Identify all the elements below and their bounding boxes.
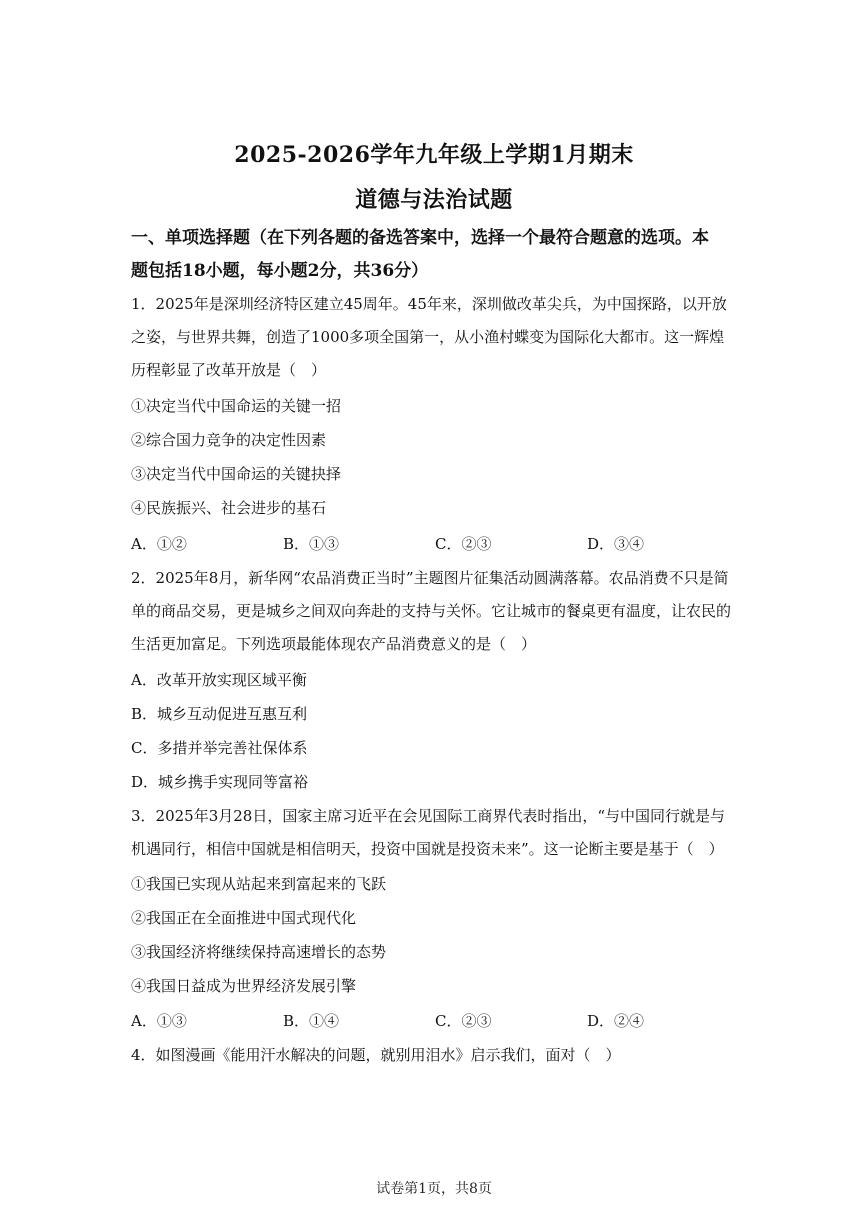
q1-option-b[interactable]: B．①③ [283, 535, 340, 553]
q1-option-d[interactable]: D．③④ [587, 535, 645, 553]
q3-item: ①我国已实现从站起来到富起来的飞跃 [131, 875, 387, 893]
q3-option-d[interactable]: D．②④ [587, 1012, 645, 1030]
q1-option-a[interactable]: A．①② [131, 535, 187, 553]
q2-stem-line: 单的商品交易，更是城乡之间双向奔赴的支持与关怀。它让城市的餐桌更有温度，让农民的 [131, 602, 732, 620]
q1-item: ②综合国力竞争的决定性因素 [131, 431, 327, 449]
q1-stem-line: 之姿，与世界共舞，创造了1000多项全国第一，从小渔村蝶变为国际化大都市。这一辉煌 [131, 328, 725, 346]
section-heading: 一、单项选择题（在下列各题的备选答案中，选择一个最符合题意的选项。本 [131, 228, 709, 248]
q2-stem-line: 2．2025年8月，新华网“农品消费正当时”主题图片征集活动圆满落幕。农品消费不只是简 [131, 569, 729, 587]
q3-option-b[interactable]: B．①④ [283, 1012, 340, 1030]
section-heading-cont: 题包括18小题，每小题2分，共36分） [131, 261, 429, 281]
q2-option-c[interactable]: C．多措并举完善社保体系 [131, 739, 308, 757]
q3-item: ③我国经济将继续保持高速增长的态势 [131, 943, 387, 961]
q1-item: ①决定当代中国命运的关键一招 [131, 397, 342, 415]
exam-title: 2025-2026学年九年级上学期1月期末 [234, 142, 634, 168]
q3-item: ④我国日益成为世界经济发展引擎 [131, 977, 357, 995]
q1-stem-line: 1．2025年是深圳经济特区建立45周年。45年来，深圳做改革尖兵，为中国探路，以开放 [131, 295, 727, 313]
q1-item: ④民族振兴、社会进步的基石 [131, 499, 327, 517]
q3-option-a[interactable]: A．①③ [131, 1012, 187, 1030]
exam-subtitle: 道德与法治试题 [355, 187, 513, 213]
q3-stem-line: 机遇同行，相信中国就是相信明天，投资中国就是投资未来”。这一论断主要是基于（ ） [131, 840, 724, 858]
q1-stem-line: 历程彰显了改革开放是（ ） [131, 361, 327, 379]
page-footer: 试卷第1页，共8页 [376, 1181, 492, 1197]
q3-option-c[interactable]: C．②③ [435, 1012, 492, 1030]
q3-stem-line: 3．2025年3月28日，国家主席习近平在会见国际工商界代表时指出，“与中国同行就是与 [131, 807, 726, 825]
q4-stem-line: 4．如图漫画《能用汗水解决的问题，就别用泪水》启示我们，面对（ ） [131, 1046, 621, 1064]
q3-item: ②我国正在全面推进中国式现代化 [131, 909, 357, 927]
q1-item: ③决定当代中国命运的关键抉择 [131, 465, 342, 483]
q2-option-a[interactable]: A．改革开放实现区域平衡 [131, 671, 307, 689]
q2-option-b[interactable]: B．城乡互动促进互惠互利 [131, 705, 308, 723]
q2-option-d[interactable]: D．城乡携手实现同等富裕 [131, 773, 309, 791]
q1-option-c[interactable]: C．②③ [435, 535, 492, 553]
q2-stem-line: 生活更加富足。下列选项最能体现农产品消费意义的是（ ） [131, 635, 537, 653]
